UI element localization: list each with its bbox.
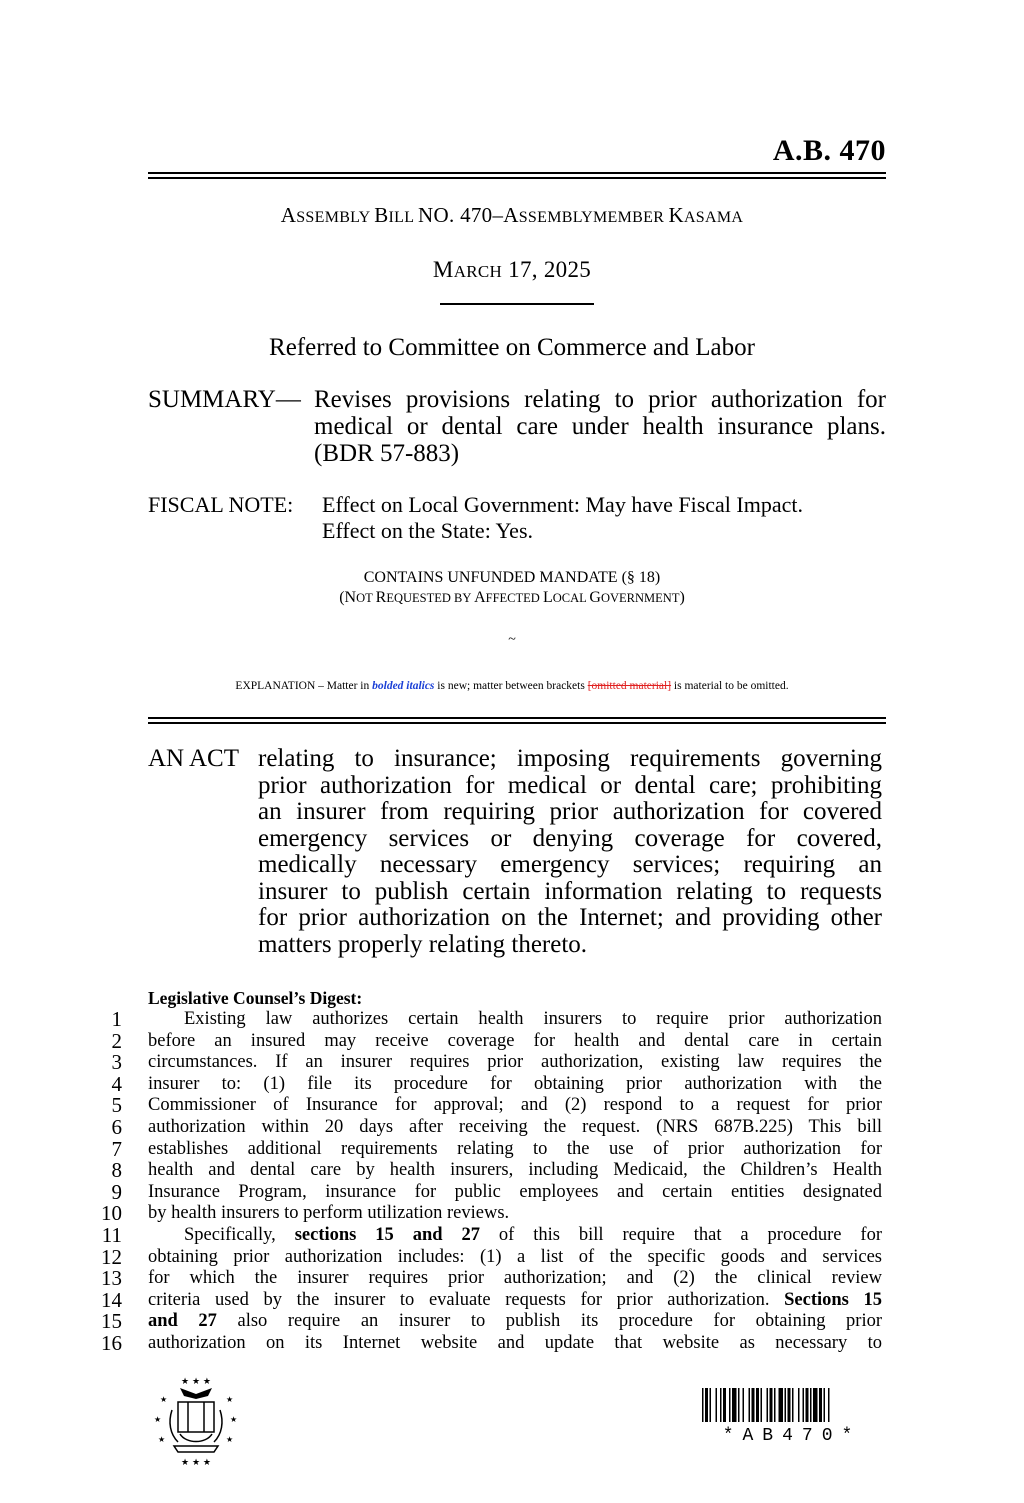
barcode-bar bbox=[819, 1388, 822, 1422]
section-reference: and 27 bbox=[148, 1311, 217, 1332]
barcode-bar bbox=[798, 1388, 800, 1422]
digest-line: Existing law authorizes certain health insurers to require prior authorization bbox=[184, 1009, 882, 1029]
line-number: 6 bbox=[111, 1115, 122, 1139]
line-number: 15 bbox=[101, 1309, 122, 1334]
act-line: relating to insurance; imposing requirements governing bbox=[258, 745, 882, 772]
act-line: for prior authorization on the Internet; and providing other bbox=[258, 904, 882, 931]
line-number: 4 bbox=[111, 1071, 122, 1096]
summary-label: SUMMARY— bbox=[148, 386, 301, 413]
digest-line: insurer to: (1) file its procedure for obtaining prior authorization with the bbox=[148, 1073, 882, 1094]
section-reference: Sections 15 bbox=[784, 1289, 883, 1310]
svg-text:★: ★ bbox=[154, 1415, 162, 1424]
digest-line: Specifically, sections 15 and 27 of this bill require that a procedure for bbox=[184, 1225, 882, 1245]
line-number: 3 bbox=[111, 1050, 122, 1075]
line-number: 8 bbox=[111, 1158, 122, 1183]
explanation-note: EXPLANATION – Matter in bolded italics is new; matter between brackets [omitted material] is material to be omitted. bbox=[235, 680, 789, 692]
act-line: medically necessary emergency services; requiring an bbox=[258, 851, 882, 878]
line-number: 12 bbox=[101, 1244, 122, 1269]
barcode-bar bbox=[785, 1388, 787, 1422]
fiscal-note-line: Effect on Local Government: May have Fiscal Impact. bbox=[322, 492, 803, 517]
digest-line: criteria used by the insurer to evaluate requests for prior authorization. Sections 15 bbox=[148, 1289, 883, 1310]
svg-text:★: ★ bbox=[230, 1415, 238, 1424]
svg-text:★ ★ ★: ★ ★ ★ bbox=[181, 1377, 211, 1387]
barcode-bar bbox=[702, 1388, 704, 1422]
svg-text:★: ★ bbox=[226, 1395, 234, 1404]
mandate-subline: (NOT REQUESTED BY AFFECTED LOCAL GOVERNMENT) bbox=[339, 589, 685, 606]
state-seal-icon bbox=[150, 1372, 242, 1468]
bill-date: MARCH 17, 2025 bbox=[432, 257, 592, 282]
barcode-bar bbox=[813, 1388, 818, 1422]
digest-line: obtaining prior authorization includes: (1) a list of the specific goods and services bbox=[148, 1246, 882, 1267]
omitted-matter-example: [omitted material] bbox=[587, 680, 672, 692]
barcode-bar bbox=[767, 1388, 769, 1422]
act-line: insurer to publish certain information relating to requests bbox=[258, 877, 882, 905]
svg-text:★: ★ bbox=[226, 1435, 234, 1444]
act-line: matters properly relating thereto. bbox=[258, 930, 588, 958]
line-number: 14 bbox=[101, 1287, 122, 1312]
barcode-bar bbox=[716, 1388, 718, 1422]
barcode-bar bbox=[770, 1388, 773, 1422]
line-number: 9 bbox=[111, 1179, 122, 1204]
digest-line: authorization within 20 days after receiving the request. (NRS 687B.225) This bill bbox=[148, 1117, 882, 1137]
barcode-bar bbox=[779, 1388, 784, 1422]
bill-title: ASSEMBLY BILL NO. 470–ASSEMBLYMEMBER KASAMA bbox=[280, 203, 744, 227]
barcode-bar bbox=[705, 1388, 708, 1422]
barcode-bar bbox=[761, 1388, 763, 1422]
fiscal-note-line: Effect on the State: Yes. bbox=[322, 518, 534, 543]
digest-line: Commissioner of Insurance for approval; and (2) respond to a request for prior bbox=[148, 1095, 882, 1116]
barcode-bar bbox=[788, 1388, 791, 1422]
line-number: 2 bbox=[111, 1028, 122, 1053]
barcode-bar bbox=[749, 1388, 751, 1422]
barcode-bar bbox=[752, 1388, 755, 1422]
barcode-label: *AB470* bbox=[722, 1426, 862, 1446]
barcode-bar bbox=[710, 1388, 712, 1422]
barcode-bar bbox=[824, 1388, 826, 1422]
fiscal-note-label: FISCAL NOTE: bbox=[148, 492, 294, 517]
new-matter-example: bolded italics bbox=[372, 680, 435, 692]
section-reference: sections 15 and 27 bbox=[294, 1225, 480, 1245]
line-number: 11 bbox=[101, 1223, 122, 1247]
digest-line: authorization on its Internet website and update that website as necessary to bbox=[148, 1333, 882, 1353]
barcode-bar bbox=[810, 1388, 812, 1422]
line-number: 13 bbox=[101, 1266, 122, 1291]
barcode-bar bbox=[803, 1388, 805, 1422]
summary-line: (BDR 57-883) bbox=[314, 440, 460, 467]
barcode-bar bbox=[732, 1388, 737, 1422]
barcode bbox=[702, 1388, 882, 1422]
digest-line: circumstances. If an insurer requires prior authorization, existing law requires the bbox=[148, 1052, 882, 1073]
barcode-bar bbox=[723, 1388, 726, 1422]
digest-line: by health insurers to perform utilization reviews. bbox=[148, 1203, 510, 1224]
line-number: 10 bbox=[101, 1201, 122, 1226]
svg-text:★: ★ bbox=[160, 1395, 168, 1404]
barcode-bar bbox=[738, 1388, 740, 1422]
date-divider bbox=[440, 303, 594, 305]
act-line: prior authorization for medical or dental care; prohibiting bbox=[258, 771, 882, 799]
line-number: 5 bbox=[111, 1093, 122, 1118]
digest-line: for which the insurer requires prior authorization; and (2) the clinical review bbox=[148, 1268, 882, 1289]
digest-line: and 27 also require an insurer to publish its procedure for obtaining prior bbox=[148, 1311, 882, 1332]
section-separator-tilde: ~ bbox=[508, 632, 516, 647]
act-line: an insurer from requiring prior authorization for covered bbox=[258, 798, 882, 825]
barcode-bar bbox=[756, 1388, 759, 1422]
unfunded-mandate-notice bbox=[0, 568, 1024, 608]
act-line: emergency services or denying coverage for covered, bbox=[258, 824, 882, 852]
act-label: AN ACT bbox=[148, 745, 239, 772]
line-number: 1 bbox=[111, 1007, 122, 1031]
digest-line: health and dental care by health insurers, including Medicaid, the Children’s Health bbox=[148, 1160, 882, 1181]
barcode-bar bbox=[792, 1388, 794, 1422]
summary-line: medical or dental care under health insurance plans. bbox=[314, 413, 886, 440]
line-number: 16 bbox=[101, 1331, 122, 1355]
mandate-line: CONTAINS UNFUNDED MANDATE (§ 18) bbox=[363, 569, 661, 586]
digest-title: Legislative Counsel’s Digest: bbox=[148, 988, 363, 1008]
summary-line: Revises provisions relating to prior authorization for bbox=[314, 386, 886, 413]
digest-line: Insurance Program, insurance for public employees and certain entities designated bbox=[148, 1181, 882, 1202]
header-rule-top bbox=[148, 172, 886, 174]
referral-line: Referred to Committee on Commerce and Labor bbox=[269, 334, 755, 361]
explanation-rule-bottom bbox=[148, 722, 886, 724]
digest-line: before an insured may receive coverage for health and dental care in certain bbox=[148, 1030, 882, 1051]
header-rule-bottom bbox=[148, 177, 886, 179]
barcode-bar bbox=[774, 1388, 776, 1422]
line-number: 7 bbox=[111, 1136, 122, 1161]
bill-number: A.B. 470 bbox=[772, 134, 886, 167]
explanation-rule-top bbox=[148, 717, 886, 719]
barcode-bar bbox=[729, 1388, 731, 1422]
barcode-bar bbox=[828, 1388, 830, 1422]
digest-line: establishes additional requirements relating to the use of prior authorization for bbox=[148, 1138, 882, 1159]
barcode-bar bbox=[743, 1388, 745, 1422]
svg-text:★ ★ ★: ★ ★ ★ bbox=[181, 1458, 211, 1468]
barcode-bar bbox=[720, 1388, 722, 1422]
svg-text:★: ★ bbox=[158, 1435, 166, 1444]
barcode-bar bbox=[806, 1388, 809, 1422]
